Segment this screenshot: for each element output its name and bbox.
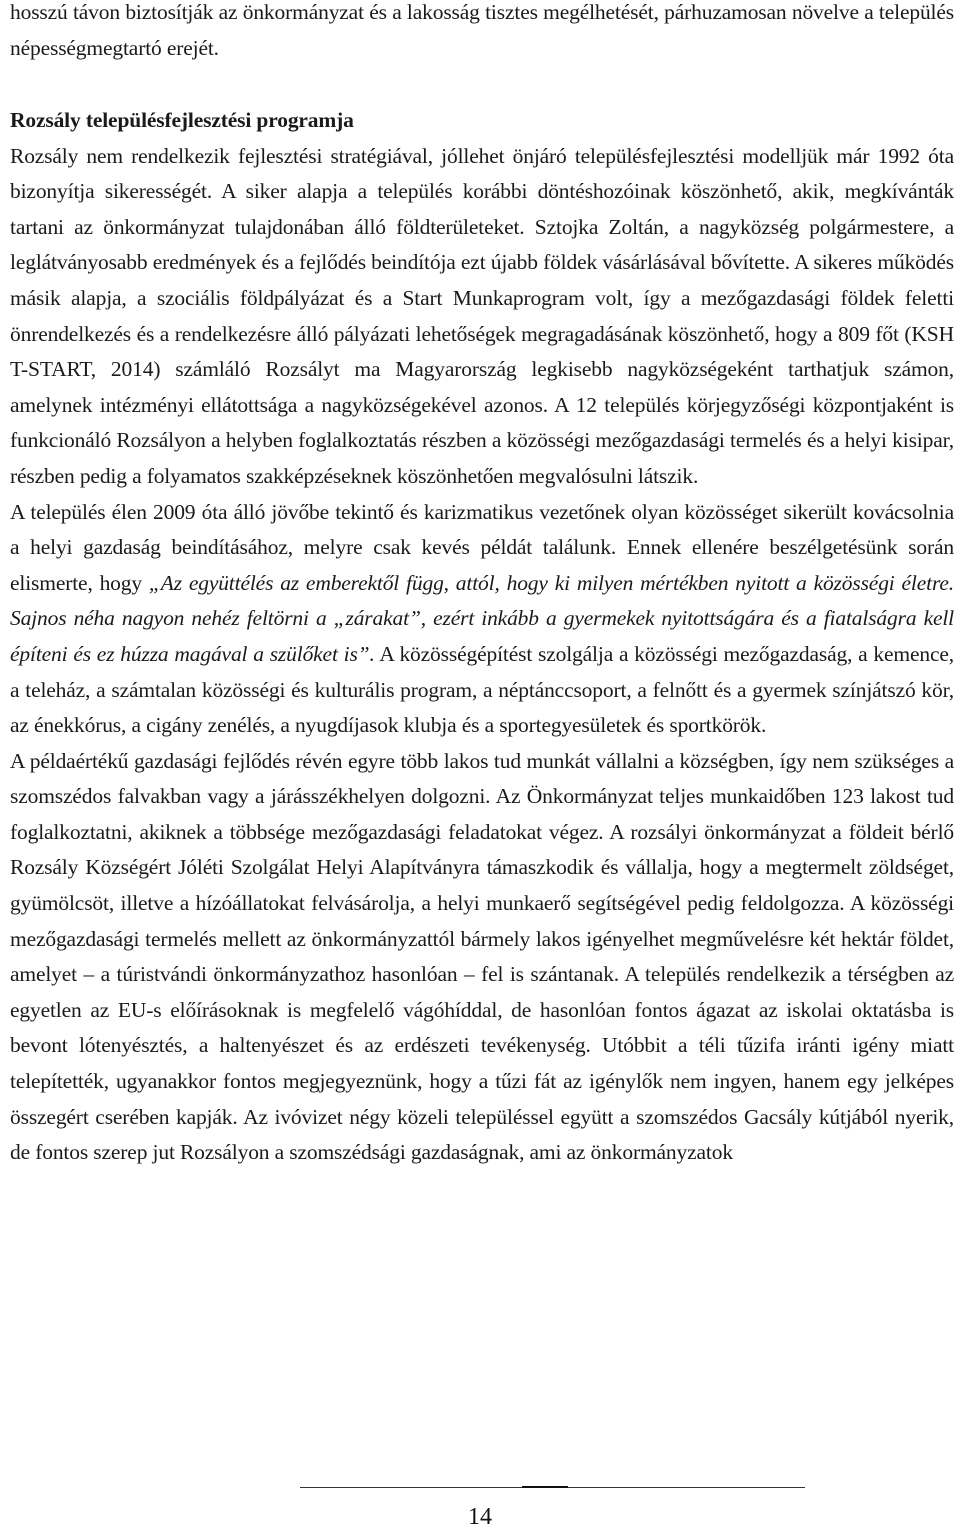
main-section — [10, 103, 954, 1171]
paragraph-2-text-end: A közösségépítést szolgálja a közösségi mezőgazdaság, a kemence, a teleház, a számtalan közösségi és kulturális program, a néptánccsoport, a felnőtt és a gyermek színjátszó kör, az énekkórus, a cigány zenélés, a nyugdíjasok klubja és a sportegyesületek és sportkörök. — [10, 641, 954, 738]
mayor-quote: „Az együttélés az emberektől függ, attól, hogy ki milyen mértékben nyitott a közösségi életre. Sajnos néha nagyon nehéz feltörni a „zárakat”, ezért inkább a gyermekek nyitottságára és a fiatalságra kell építeni és ez húzza magával a szülőket is”. — [10, 570, 955, 666]
intro-block — [10, 0, 954, 66]
body-paragraph-3: A példaértékű gazdasági fejlődés révén egyre több lakos tud munkát vállalni a községben, így nem szükséges a szomszédos falvakban vagy a járásszékhelyen dolgozni. Az Önkormányzat teljes munkaidőben 123 lakost tud foglalkoztatni, akiknek a többsége mezőgazdasági feladatokat végez. A rozsályi önkormányzat a földeit bérlő Rozsály Községért Jóléti Szolgálat Helyi Alapítványra támaszkodik és vállalja, hogy a megtermelt zöldséget, gyümölcsöt, illetve a hízóállatokat felvásárolja, a helyi munkaerő segítségével pedig feldolgozza. A közösségi mezőgazdasági termelés mellett az önkormányzattól bármely lakos igényelhet megművelésre két hektár földet, amelyet – a túristvándi önkormányzathoz hasonlóan – fel is szántanak. A település rendelkezik a térségben az egyetlen az EU-s előírásoknak is megfelelő vágóhíddal, de hasonlóan fontos ágazat az iskolai oktatásba is bevont lótenyésztés, a haltenyészet és az erdészeti tevékenység. Utóbbit a téli tűzifa iránti igény miatt telepítették, ugyanakkor fontos megjegyeznünk, hogy a tűzi fát az igénylők nem ingyen, hanem egy jelképes összegért cserében kapják. Az ivóvizet négy közeli településsel együtt a szomszédos Gacsály kútjából nyerik, de fontos szerep jut Rozsályon a szomszédsági gazdaságnak, ami az önkormányzatok — [10, 748, 954, 1165]
body-paragraph-2 — [10, 495, 954, 744]
body-paragraph-1: Rozsály nem rendelkezik fejlesztési stratégiával, jóllehet önjáró településfejlesztési modelljük már 1992 óta bizonyítja sikerességét. A siker alapja a település korábbi döntéshozóinak köszönhető, akik, megkívánták tartani az önkormányzat tulajdonában álló földterületeket. Sztojka Zoltán, a nagyközség polgármestere, a leglátványosabb eredmények és a fejlődés beindítója ezt újabb földek vásárlásával bővítette. A sikeres működés másik alapja, a szociális földpályázat és a Start Munkaprogram volt, így a mezőgazdasági földek feletti önrendelkezés és a rendelkezésre álló pályázati lehetőségek megragadásának köszönhető, hogy a 809 főt (KSH T-START, 2014) számláló Rozsályt ma Magyarország legkisebb nagyközségeként tarthatjuk számon, amelynek intézményi ellátottsága a nagyközségekével azonos. A 12 település körjegyzőségi központjaként is funkcionáló Rozsályon a helyben foglalkoztatás részben a közösségi mezőgazdasági termelés és a helyi kisipar, részben pedig a folyamatos szakképzéseknek köszönhetően megvalósulni látszik. — [10, 143, 954, 488]
section-heading: Rozsály településfejlesztési programja — [10, 108, 354, 132]
page-number: 14 — [468, 1504, 492, 1530]
paragraph-2-text-start: A település élen 2009 óta álló jövőbe tekintő és karizmatikus vezetőnek olyan közösséget sikerült kovácsolnia a helyi gazdaság beindításához, melyre csak kevés példát találunk. Ennek ellenére beszélgetésünk során elismerte, hogy — [10, 499, 954, 595]
intro-paragraph: hosszú távon biztosítják az önkormányzat és a lakosság tisztes megélhetését, párhuzamosan növelve a település népességmegtartó erejét. — [10, 0, 954, 60]
footer-rule-accent — [522, 1486, 568, 1488]
